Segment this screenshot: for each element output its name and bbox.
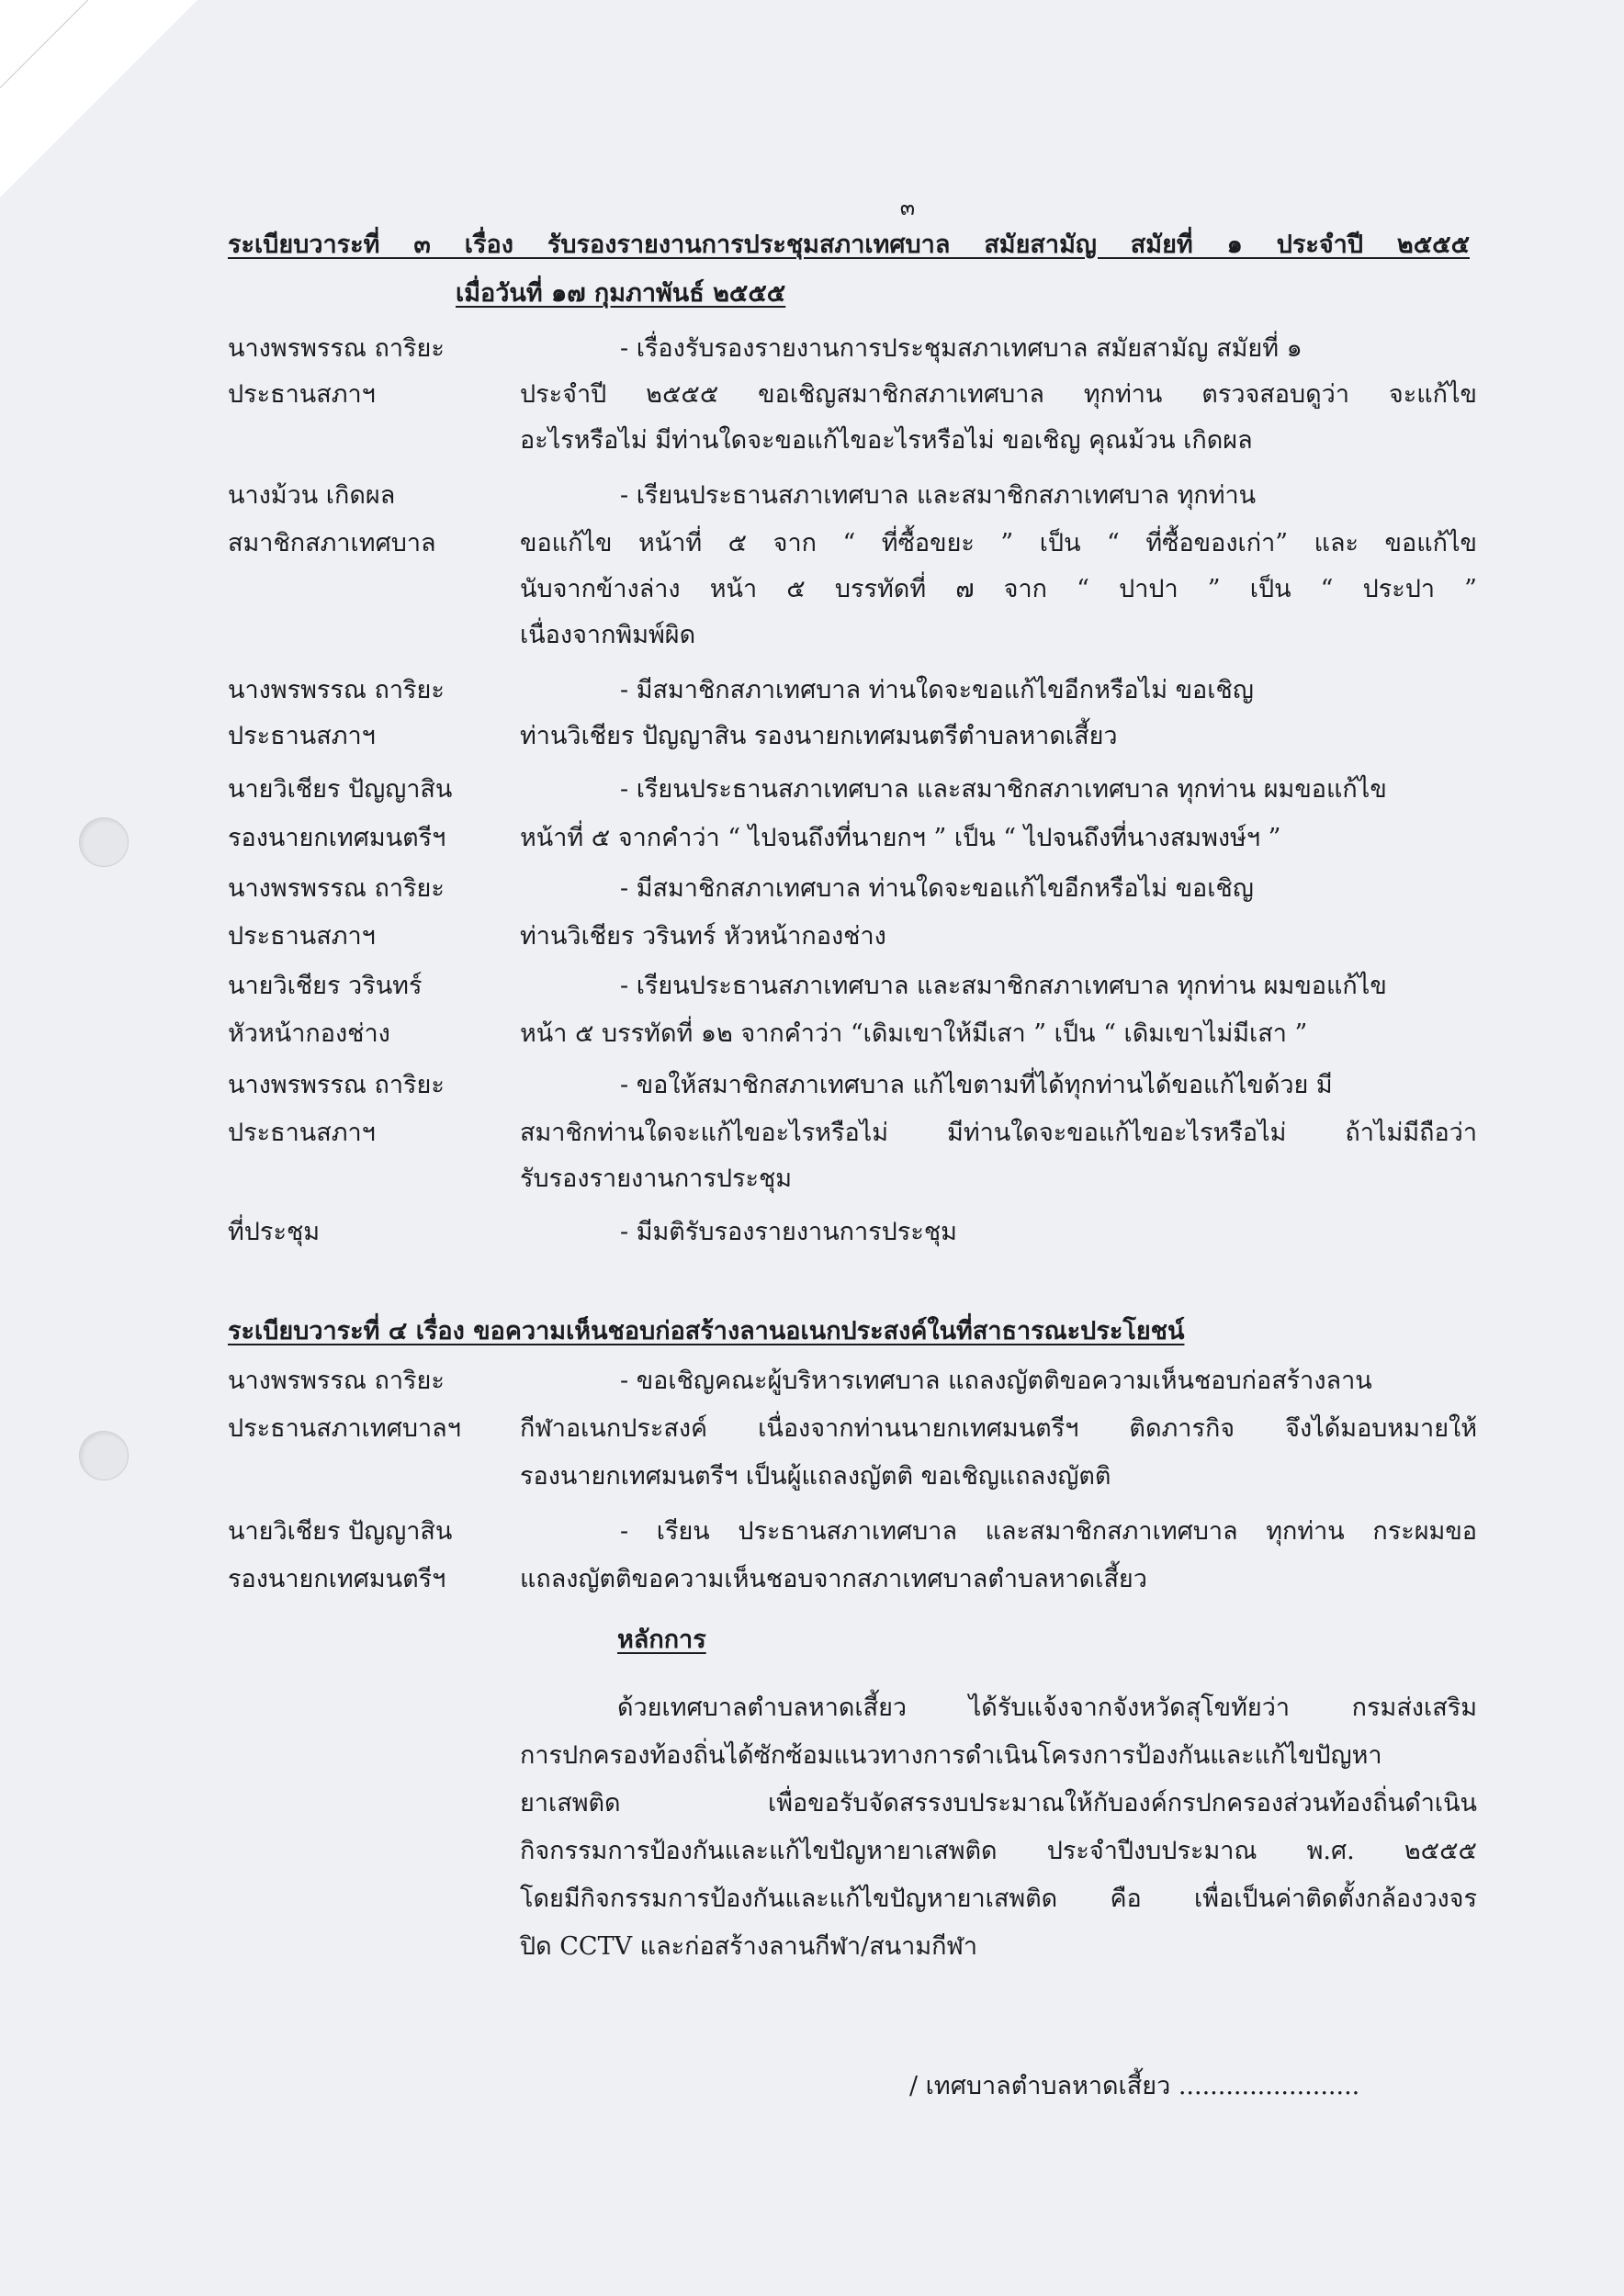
punch-hole-bottom (79, 1431, 129, 1480)
punch-hole-top (79, 817, 129, 867)
speaker-role: สมาชิกสภาเทศบาล (228, 529, 436, 557)
principle-heading: หลักการ (617, 1626, 706, 1654)
speech-line: ท่านวิเชียร วรินทร์ หัวหน้ากองช่าง (520, 922, 886, 951)
speech-line: - เรียน ประธานสภาเทศบาล และสมาชิกสภาเทศบาล ทุกท่าน กระผมขอ (620, 1517, 1477, 1546)
speaker-role: ประธานสภาฯ (228, 922, 376, 951)
speech-line: - มีมติรับรองรายงานการประชุม (620, 1218, 957, 1246)
speech-line: - ขอเชิญคณะผู้บริหารเทศบาล แถลงญัตติขอความเห็นชอบก่อสร้างลาน (620, 1367, 1372, 1395)
speaker-name: นางพรพรรณ ถาริยะ (228, 1071, 445, 1099)
speaker-name: นางพรพรรณ ถาริยะ (228, 1367, 445, 1395)
speech-line: หน้า ๕ บรรทัดที่ ๑๒ จากคำว่า “เดิมเขาให้มีเสา ” เป็น “ เดิมเขาไม่มีเสา ” (520, 1019, 1308, 1048)
speech-line: - มีสมาชิกสภาเทศบาล ท่านใดจะขอแก้ไขอีกหรือไม่ ขอเชิญ (620, 676, 1254, 704)
principle-line: ยาเสพติด เพื่อขอรับจัดสรรงบประมาณให้กับองค์กรปกครองส่วนท้องถิ่นดำเนิน (520, 1789, 1477, 1818)
speaker-name: นางม้วน เกิดผล (228, 481, 396, 510)
speaker-role: หัวหน้ากองช่าง (228, 1019, 390, 1048)
speech-line: เนื่องจากพิมพ์ผิด (520, 621, 696, 649)
speech-line: ขอแก้ไข หน้าที่ ๕ จาก “ ที่ซื้อขยะ ” เป็น “ ที่ซื้อของเก่า” และ ขอแก้ไข (520, 529, 1477, 557)
speech-line: อะไรหรือไม่ มีท่านใดจะขอแก้ไขอะไรหรือไม่ ขอเชิญ คุณม้วน เกิดผล (520, 426, 1253, 455)
speaker-role: ประธานสภาเทศบาลฯ (228, 1414, 461, 1443)
speech-line: - เรียนประธานสภาเทศบาล และสมาชิกสภาเทศบาล ทุกท่าน (620, 481, 1257, 510)
speaker-name: นางพรพรรณ ถาริยะ (228, 334, 445, 363)
speech-line: - ขอให้สมาชิกสภาเทศบาล แก้ไขตามที่ได้ทุกท่านได้ขอแก้ไขด้วย มี (620, 1071, 1333, 1099)
agenda4-title: ระเบียบวาระที่ ๔ เรื่อง ขอความเห็นชอบก่อสร้างลานอเนกประสงค์ในที่สาธารณะประโยชน์ (228, 1317, 1185, 1345)
speech-line: แถลงญัตติขอความเห็นชอบจากสภาเทศบาลตำบลหาดเสี้ยว (520, 1565, 1147, 1593)
principle-line: ปิด CCTV และก่อสร้างลานกีฬา/สนามกีฬา (520, 1932, 978, 1961)
principle-line: ด้วยเทศบาลตำบลหาดเสี้ยว ได้รับแจ้งจากจังหวัดสุโขทัยว่า กรมส่งเสริม (617, 1694, 1477, 1722)
speech-line: - เรื่องรับรองรายงานการประชุมสภาเทศบาล สมัยสามัญ สมัยที่ ๑ (620, 334, 1303, 363)
principle-line: โดยมีกิจกรรมการป้องกันและแก้ไขปัญหายาเสพติด คือ เพื่อเป็นค่าติดตั้งกล้องวงจร (520, 1885, 1477, 1913)
speech-line: รองนายกเทศมนตรีฯ เป็นผู้แถลงญัตติ ขอเชิญแถลงญัตติ (520, 1462, 1111, 1491)
speech-line: ท่านวิเชียร ปัญญาสิน รองนายกเทศมนตรีตำบลหาดเสี้ยว (520, 722, 1118, 750)
speech-line: - เรียนประธานสภาเทศบาล และสมาชิกสภาเทศบาล ทุกท่าน ผมขอแก้ไข (620, 972, 1387, 1000)
speaker-role: ประธานสภาฯ (228, 1119, 376, 1147)
speaker-name: นายวิเชียร วรินทร์ (228, 972, 423, 1000)
speaker-name: นายวิเชียร ปัญญาสิน (228, 775, 453, 804)
speech-line: กีฬาอเนกประสงค์ เนื่องจากท่านนายกเทศมนตรีฯ ติดภารกิจ จึงได้มอบหมายให้ (520, 1414, 1477, 1443)
folded-corner (0, 0, 197, 197)
speaker-name: นางพรพรรณ ถาริยะ (228, 676, 445, 704)
page-number: ๓ (899, 195, 916, 220)
speaker-name: นายวิเชียร ปัญญาสิน (228, 1517, 453, 1546)
speech-line: สมาชิกท่านใดจะแก้ไขอะไรหรือไม่ มีท่านใดจะขอแก้ไขอะไรหรือไม่ ถ้าไม่มีถือว่า (520, 1119, 1477, 1147)
agenda3-title-line1: ระเบียบวาระที่ ๓ เรื่อง รับรองรายงานการประชุมสภาเทศบาล สมัยสามัญ สมัยที่ ๑ ประจำปี ๒๕๕๕ (228, 231, 1470, 259)
speaker-name: นางพรพรรณ ถาริยะ (228, 874, 445, 903)
speaker-role: ประธานสภาฯ (228, 380, 376, 409)
speaker-role: ประธานสภาฯ (228, 722, 376, 750)
speech-line: - เรียนประธานสภาเทศบาล และสมาชิกสภาเทศบาล ทุกท่าน ผมขอแก้ไข (620, 775, 1387, 804)
principle-line: กิจกรรมการป้องกันและแก้ไขปัญหายาเสพติด ประจำปีงบประมาณ พ.ศ. ๒๕๕๕ (520, 1837, 1477, 1865)
speech-line: - มีสมาชิกสภาเทศบาล ท่านใดจะขอแก้ไขอีกหรือไม่ ขอเชิญ (620, 874, 1254, 903)
speech-line: นับจากข้างล่าง หน้า ๕ บรรทัดที่ ๗ จาก “ ปาปา ” เป็น “ ประปา ” (520, 575, 1477, 603)
speech-line: หน้าที่ ๕ จากคำว่า “ ไปจนถึงที่นายกฯ ” เป็น “ ไปจนถึงที่นางสมพงษ์ฯ ” (520, 824, 1281, 852)
speaker-name: ที่ประชุม (228, 1218, 321, 1246)
continuation-footer: / เทศบาลตำบลหาดเสี้ยว ....................... (909, 2072, 1360, 2100)
speaker-role: รองนายกเทศมนตรีฯ (228, 824, 446, 852)
speech-line: รับรองรายงานการประชุม (520, 1165, 793, 1193)
principle-line: การปกครองท้องถิ่นได้ซักซ้อมแนวทางการดำเนินโครงการป้องกันและแก้ไขปัญหา (520, 1741, 1382, 1770)
speech-line: ประจำปี ๒๕๕๕ ขอเชิญสมาชิกสภาเทศบาล ทุกท่าน ตรวจสอบดูว่า จะแก้ไข (520, 380, 1477, 409)
speaker-role: รองนายกเทศมนตรีฯ (228, 1565, 446, 1593)
agenda3-title-line2: เมื่อวันที่ ๑๗ กุมภาพันธ์ ๒๕๕๕ (456, 279, 786, 308)
